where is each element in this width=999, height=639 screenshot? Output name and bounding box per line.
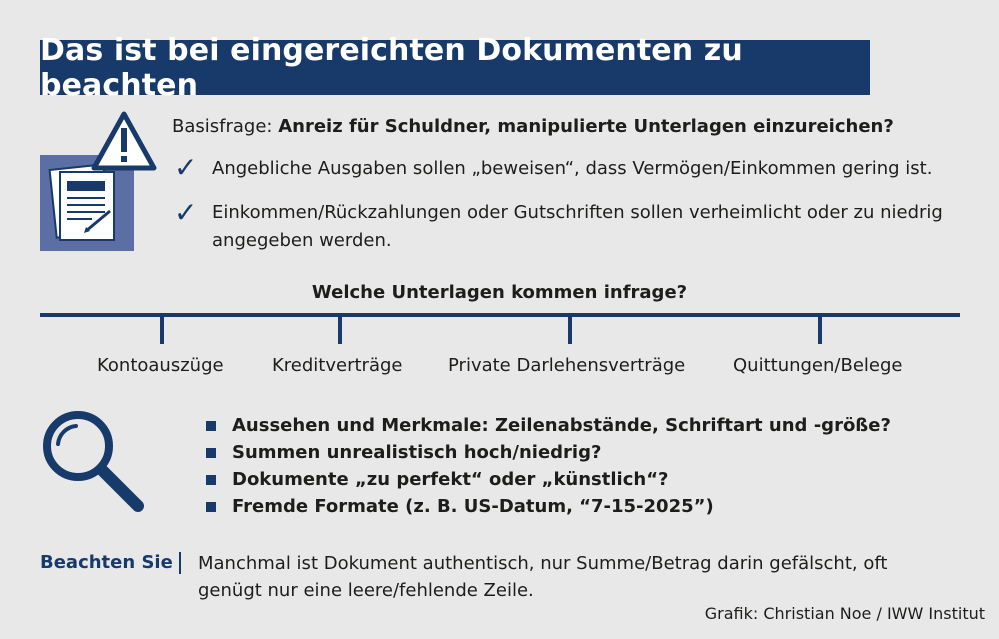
document-icon — [50, 164, 114, 240]
list-item — [206, 412, 891, 439]
point-text: Angebliche Ausgaben sollen „beweisen“, dass Vermögen/Einkommen gering ist. — [212, 158, 933, 179]
list-item — [206, 466, 891, 493]
document-warning-icon — [40, 110, 160, 255]
checklist-text: Summen unrealistisch hoch/niedrig? — [232, 442, 602, 463]
page-title: Das ist bei eingereichten Dokumenten zu beachten — [40, 32, 743, 103]
timeline-tick — [818, 316, 822, 344]
note-text: Manchmal ist Dokument authentisch, nur Summe/Betrag darin gefälscht, oft genügt nur eine leere/fehlende Zeile. — [198, 553, 888, 601]
bullet-square-icon — [206, 502, 216, 512]
category-label: Private Darlehensverträge — [448, 355, 686, 376]
title-banner — [40, 32, 870, 103]
basis-question — [172, 116, 894, 137]
bullet-square-icon — [206, 475, 216, 485]
category-label: Quittungen/Belege — [733, 355, 903, 376]
list-item — [206, 493, 891, 520]
basis-prefix: Basisfrage: — [172, 116, 273, 137]
category-label: Kreditverträge — [272, 355, 403, 376]
timeline-tick — [568, 316, 572, 344]
magnifying-glass-icon — [40, 408, 150, 518]
bullet-square-icon — [206, 421, 216, 431]
category-label: Kontoauszüge — [97, 355, 224, 376]
note-separator — [179, 552, 181, 574]
basis-question-text: Anreiz für Schuldner, manipulierte Unterlagen einzureichen? — [278, 116, 894, 137]
checklist — [206, 412, 891, 520]
documents-question-heading: Welche Unterlagen kommen infrage? — [311, 282, 688, 303]
graphic-credit: Grafik: Christian Noe / IWW Institut — [704, 604, 985, 623]
list-item — [206, 439, 891, 466]
checkmark-icon: ✓ — [174, 151, 198, 184]
checklist-text: Aussehen und Merkmale: Zeilenabstände, Schriftart und -größe? — [232, 415, 891, 436]
category-timeline-line — [40, 313, 960, 317]
point-text: Einkommen/Rückzahlungen oder Gutschriften sollen verheimlicht oder zu niedrig angegeben werden. — [212, 202, 943, 251]
checkmark-icon: ✓ — [174, 196, 198, 229]
timeline-tick — [338, 316, 342, 344]
warning-triangle-icon — [94, 114, 154, 168]
checklist-text: Dokumente „zu perfekt“ oder „künstlich“? — [232, 469, 669, 490]
bullet-square-icon — [206, 448, 216, 458]
checklist-text: Fremde Formate (z. B. US-Datum, “7-15-2025”) — [232, 496, 714, 517]
note-label: Beachten Sie — [40, 552, 173, 573]
timeline-tick — [160, 316, 164, 344]
